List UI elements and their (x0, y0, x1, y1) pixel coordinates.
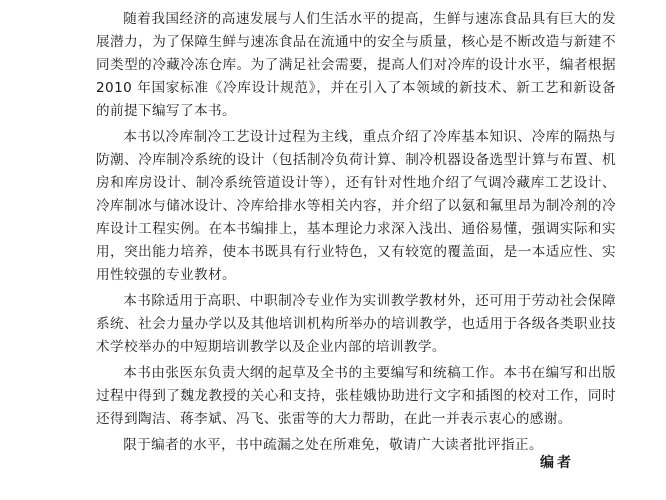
author-signature: 编者 (540, 455, 574, 471)
preface-paragraph-1: 随着我国经济的高速发展与人们生活水平的提高，生鲜与速冻食品具有巨大的发展潜力，为了保障生鲜与速冻食品在流通中的安全与质量，核心是不断改造与新建不同类型的冷藏冷冻仓库。为了满足社会需要，提高人们对冷库的设计水平，编者根据2010 年国家标准《冷库设计规范》，并在引入了本领域的新技术、新工艺和新设备的前提下编写了本书。 (96, 11, 616, 119)
preface-paragraph-3: 本书除适用于高职、中职制冷专业作为实训教学教材外，还可用于劳动社会保障系统、社会力量办学以及其他培训机构所举办的培训教学，也适用于各级各类职业技术学校举办的中短期培训教学以及企业内部的培训教学。 (96, 293, 616, 355)
preface-paragraph-4: 本书由张医东负责大纲的起草及全书的主要编写和统稿工作。本书在编写和出版过程中得到了魏龙教授的关心和支持，张桂娥协助进行文字和插图的校对工作，同时还得到陶洁、蒋李斌、冯飞、张雷等的大力帮助，在此一并表示衷心的感谢。 (96, 365, 616, 427)
preface-paragraph-5: 限于编者的水平，书中疏漏之处在所难免，敬请广大读者批评指正。 (123, 437, 543, 453)
preface-paragraph-2: 本书以冷库制冷工艺设计过程为主线，重点介绍了冷库基本知识、冷库的隔热与防潮、冷库制冷系统的设计（包括制冷负荷计算、制冷机器设备选型计算与布置、机房和库房设计、制冷系统管道设计等），还有针对性地介绍了气调冷藏库工艺设计、冷库制冰与储冰设计、冷库给排水等相关内容，并介绍了以氨和氟里昂为制冷剂的冷库设计工程实例。在本书编排上，基本理论力求深入浅出、通俗易懂，强调实际和实用，突出能力培养，使本书既具有行业特色，又有较宽的覆盖面，是一本适应性、实用性较强的专业教材。 (96, 129, 616, 283)
preface-body (96, 8, 616, 460)
